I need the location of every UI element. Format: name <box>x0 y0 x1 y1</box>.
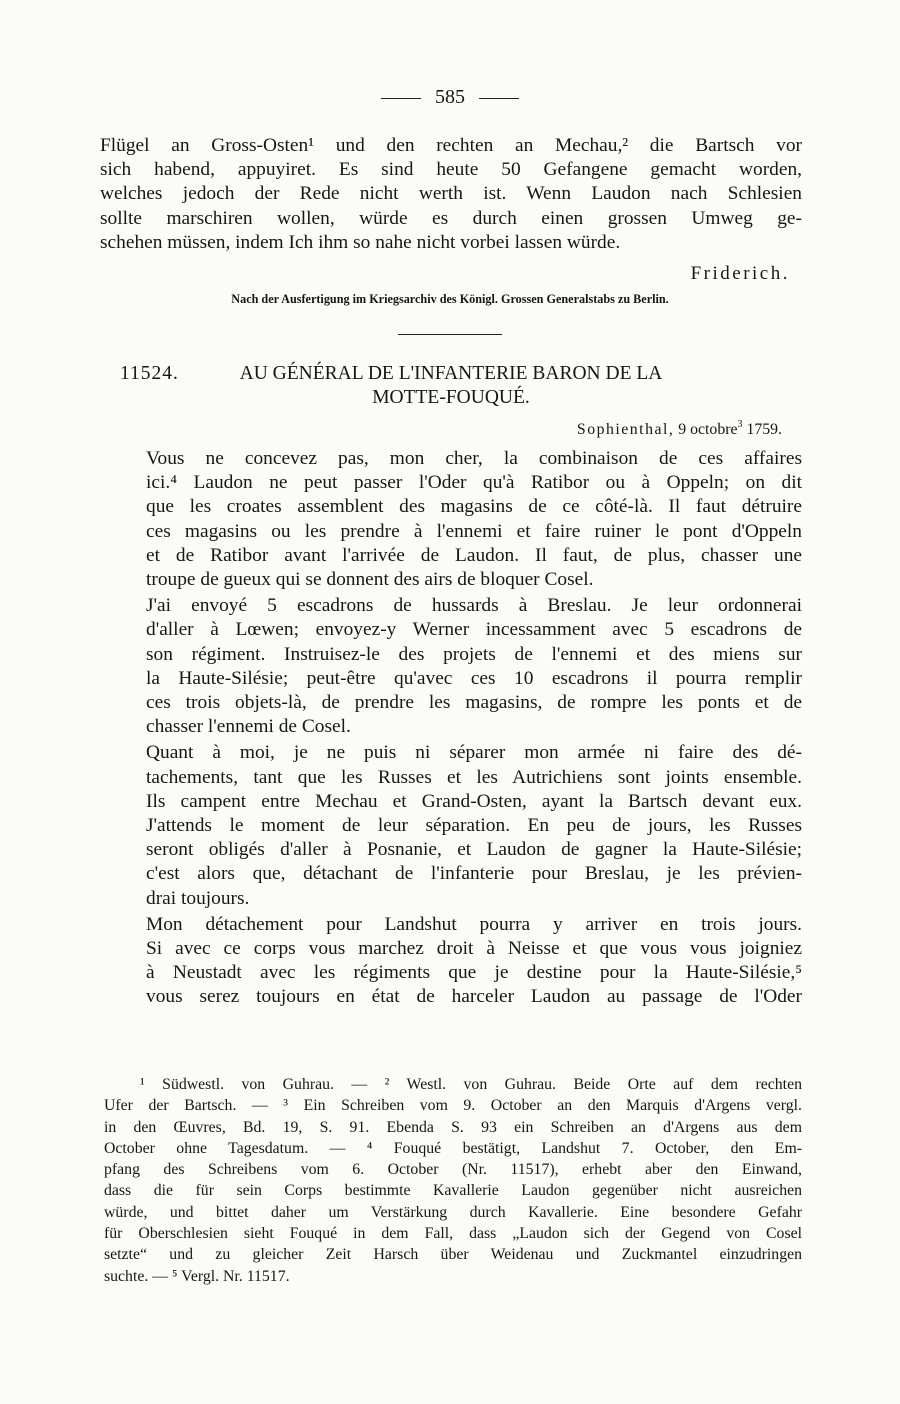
text-line: Mon détachement pour Landshut pourra y arriver en trois jours. <box>146 913 802 935</box>
footnote-line: ¹ Südwestl. von Guhrau. — ² Westl. von Guhrau. Beide Orte auf dem rechten <box>140 1076 802 1093</box>
text-line: ces magasins ou les prendre à l'ennemi et faire ruiner le pont d'Oppeln <box>146 520 802 542</box>
letter-body <box>100 447 802 1010</box>
text-line: welches jedoch der Rede nicht werth ist. Wenn Laudon nach Schlesien <box>100 183 802 205</box>
text-line: ici.⁴ Laudon ne peut passer l'Oder qu'à Ratibor ou à Oppeln; on dit <box>146 472 802 494</box>
letter-title-line-2: MOTTE-FOUQUÉ. <box>372 387 530 408</box>
footnote-line: October ohne Tagesdatum. — ⁴ Fouqué bestätigt, Landshut 7. October, den Em- <box>104 1139 802 1157</box>
dateline-footnote-ref: 3 <box>737 419 743 430</box>
section-rule <box>398 334 502 335</box>
dateline-date: 9 octobre <box>678 421 738 438</box>
text-line: vous serez toujours en état de harceler Laudon au passage de l'Oder <box>146 986 802 1008</box>
text-line: la Haute-Silésie; peut-être qu'avec ces 10 escadrons il pourra remplir <box>146 667 802 689</box>
paragraph <box>100 594 802 739</box>
page-number: 585 <box>435 86 465 108</box>
continuation-text <box>100 134 802 255</box>
text-line: Si avec ce corps vous marchez droit à Neisse et que vous vous joigniez <box>146 938 802 960</box>
text-line: à Neustadt avec les régiments que je destine pour la Haute-Silésie,⁵ <box>146 962 802 984</box>
source-note: Nach der Ausfertigung im Kriegsarchiv des Königl. Grossen Generalstabs zu Berlin. <box>231 292 669 306</box>
footnote-line: Ufer der Bartsch. — ³ Ein Schreiben vom 9. October an den Marquis d'Argens vergl. <box>104 1097 802 1115</box>
text-line: schehen müssen, indem Ich ihm so nahe nicht vorbei lassen würde. <box>100 231 621 253</box>
dateline-year: 1759. <box>746 421 782 438</box>
text-line: ces trois objets-là, de prendre les magasins, de rompre les ponts et de <box>146 692 802 714</box>
text-line: Ils campent entre Mechau et Grand-Osten, ayant la Bartsch devant eux. <box>146 790 802 812</box>
text-line: Quant à moi, je ne puis ni séparer mon armée ni faire des dé- <box>146 742 802 764</box>
footnote-line: in den Œuvres, Bd. 19, S. 91. Ebenda S. 93 ein Schreiben an d'Argens aus dem <box>104 1118 802 1136</box>
text-line: tachements, tant que les Russes et les Autrichiens sont joints ensemble. <box>146 766 802 788</box>
text-line: troupe de gueux qui se donnent des airs de bloquer Cosel. <box>146 569 594 591</box>
footnote-line: für Oberschlesien sieht Fouqué in dem Fall, dass „Laudon sich der Gegend von Cosel <box>104 1225 802 1243</box>
text-line: seront obligés d'aller à Posnanie, et Laudon de gagner la Haute-Silésie; <box>146 839 802 861</box>
footnote-line: pfang des Schreibens vom 6. October (Nr. 11517), erhebt aber den Einwand, <box>104 1161 802 1179</box>
text-line: Flügel an Gross-Osten¹ und den rechten an Mechau,² die Bartsch vor <box>100 135 802 156</box>
footnotes <box>104 1074 802 1287</box>
text-line: sich habend, appuyiret. Es sind heute 50 Gefangene gemacht worden, <box>100 159 802 181</box>
footnote-line: würde, und bittet daher um Verstärkung durch Kavallerie. Eine besondere Gefahr <box>104 1203 802 1221</box>
letter-title-line-1: AU GÉNÉRAL DE L'INFANTERIE BARON DE LA <box>239 363 663 384</box>
header-dash-right <box>479 98 519 99</box>
paragraph <box>100 447 802 592</box>
text-line: et de Ratibor avant l'arrivée de Laudon. Il faut, de plus, chasser une <box>146 544 802 566</box>
text-line: c'est alors que, détachant de l'infanterie pour Breslau, je les prévien- <box>146 863 802 885</box>
text-line: chasser l'ennemi de Cosel. <box>146 716 351 738</box>
letter-heading <box>100 362 802 410</box>
footnote-line: dass die für sein Corps bestimmte Kavallerie Laudon gegenüber nicht ausreichen <box>104 1182 802 1200</box>
text-line: Vous ne concevez pas, mon cher, la combinaison de ces affaires <box>146 448 802 469</box>
footnote-line: setzte“ und zu gleicher Zeit Harsch über Weidenau und Zuckmantel einzudringen <box>104 1246 802 1264</box>
text-line: J'ai envoyé 5 escadrons de hussards à Breslau. Je leur ordonnerai <box>146 595 802 617</box>
dateline <box>577 421 782 439</box>
paragraph <box>100 913 802 1010</box>
letter-number: 11524. <box>120 363 179 384</box>
text-line: son régiment. Instruisez-le des projets de l'ennemi et des miens sur <box>146 643 802 665</box>
text-line: sollte marschiren wollen, würde es durch einen grossen Umweg ge- <box>100 207 802 229</box>
footnote-line: suchte. — ⁵ Vergl. Nr. 11517. <box>104 1267 290 1285</box>
paragraph <box>100 741 802 910</box>
dateline-place: Sophienthal, <box>576 421 675 438</box>
page-header <box>0 86 900 109</box>
text-line: J'attends le moment de leur séparation. En peu de jours, les Russes <box>146 815 802 837</box>
signature: Friderich. <box>690 263 790 284</box>
text-line: que les croates assemblent des magasins de ce côté-là. Il faut détruire <box>146 496 802 518</box>
text-line: drai toujours. <box>146 887 250 909</box>
header-dash-left <box>381 98 421 99</box>
text-line: d'aller à Lœwen; envoyez-y Werner incessamment avec 5 escadrons de <box>146 619 802 641</box>
